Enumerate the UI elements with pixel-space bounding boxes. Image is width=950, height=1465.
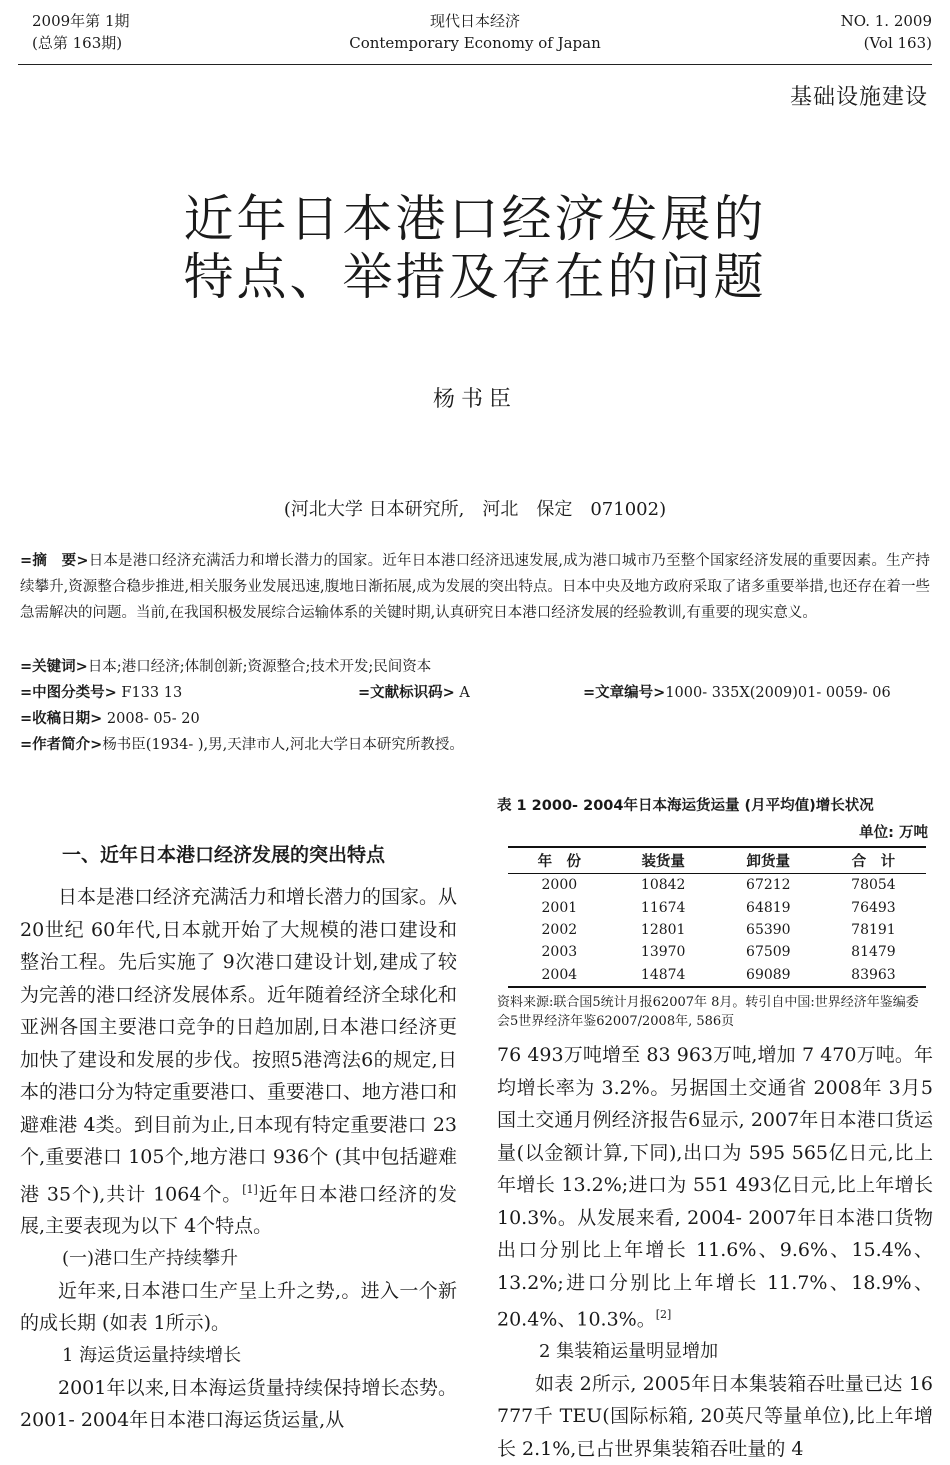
document-code bbox=[358, 681, 470, 702]
table-unit: 单位: 万吨 bbox=[859, 825, 928, 841]
table-row: 2003 13970 67509 81479 bbox=[541, 944, 896, 961]
journal-name: 现代日本经济 bbox=[429, 12, 520, 30]
body-paragraph: 如表 2所示, 2005年日本集装箱吞吐量已达 16 777千 TEU(国际标箱, 20英尺等量单位),比上年增长 2.1%,已占世界集装箱吞吐量的 4 bbox=[497, 1372, 933, 1460]
body-paragraph: 76 493万吨增至 83 963万吨,增加 7 470万吨。年均增长率为 3.2%。另据国土交通省 2008年 3月5国土交通月例经济报告6显示, 2007年日本港口货运量(以金额计算,下同),出口为 595 565亿日元,比上年增长 13.2%;进口为 551 493亿日元,比上年增长 10.3%。从发展来看, 2004- 2007年日本港口货物出口分别比上年增长 11.6%、9.6%、15.4%、13.2%;进口分别比上年增长 11.7%、18.9%、20.4%、10.3%。[2] bbox=[497, 1044, 933, 1331]
author-affiliation: (河北大学 日本研究所, 河北 保定 071002) bbox=[283, 499, 667, 520]
table-row: 2002 12801 65390 78191 bbox=[541, 921, 896, 938]
doc-code-text: A bbox=[454, 685, 470, 701]
journal-name-en: Contemporary Economy of Japan bbox=[349, 34, 601, 52]
clc-label: =中图分类号> bbox=[20, 685, 117, 701]
received-text: 2008- 05- 20 bbox=[102, 711, 200, 727]
title-line-2: 特点、举措及存在的问题 bbox=[183, 248, 767, 306]
table-row: 2004 14874 69089 83963 bbox=[508, 964, 926, 987]
keywords bbox=[20, 655, 431, 676]
author-bio-text: 杨书臣(1934- ),男,天津市人,河北大学日本研究所教授。 bbox=[102, 737, 464, 753]
subsection-heading: (一)港口生产持续攀升 bbox=[62, 1247, 239, 1269]
body-paragraph: 近年来,日本港口生产呈上升之势,。进入一个新的成长期 (如表 1所示)。 bbox=[20, 1279, 457, 1335]
abstract bbox=[20, 548, 930, 626]
clc-number bbox=[20, 681, 182, 702]
author-name: 杨书臣 bbox=[432, 387, 517, 412]
table-row: 2000 10842 67212 78054 bbox=[541, 877, 896, 894]
title-line-1: 近年日本港口经济发展的 bbox=[183, 190, 767, 248]
total-issue-line: (总第 163期) bbox=[32, 34, 123, 52]
table-caption: 表 1 2000- 2004年日本海运货运量 (月平均值)增长状况 bbox=[497, 798, 874, 814]
header-year: 年 份 bbox=[508, 847, 611, 874]
left-column bbox=[20, 881, 457, 1437]
table-source-note: 资料来源:联合国5统计月报62007年 8月。转引自中国:世界经济年鉴编委会5世界经济年鉴62007/2008年, 586页 bbox=[497, 995, 919, 1029]
article-no-text: 1000- 335X(2009)01- 0059- 06 bbox=[665, 685, 891, 701]
header-total: 合 计 bbox=[821, 847, 926, 874]
subsection-heading: 1 海运货运量持续增长 bbox=[62, 1344, 242, 1366]
header-loading: 装货量 bbox=[611, 847, 716, 874]
author-bio bbox=[20, 733, 464, 754]
running-header-right bbox=[841, 10, 932, 54]
abstract-label: =摘 要> bbox=[20, 553, 89, 569]
section-tag: 基础设施建设 bbox=[789, 85, 928, 110]
volume-number: (Vol 163) bbox=[863, 34, 932, 52]
citation-ref: [1] bbox=[242, 1182, 258, 1196]
issue-number: NO. 1. 2009 bbox=[840, 12, 932, 30]
body-paragraph: 2001年以来,日本海运货量持续保持增长态势。2001- 2004年日本港口海运货运量,从 bbox=[20, 1376, 457, 1432]
subsection-heading: 2 集装箱运量明显增加 bbox=[539, 1340, 719, 1362]
section-heading: 一、近年日本港口经济发展的突出特点 bbox=[62, 844, 386, 866]
body-paragraph: 日本是港口经济充满活力和增长潜力的国家。从 20世纪 60年代,日本就开始了大规模的港口建设和整治工程。先后实施了 9次港口建设计划,建成了较为完善的港口经济发展体系。近年随着经济全球化和亚洲各国主要港口竞争的日趋加剧,日本港口经济更加快了建设和发展的步伐。按照5港湾法6的规定,日本的港口分为特定重要港口、重要港口、地方港口和避难港 4类。到目前为止,日本现有特定重要港口 23个,重要港口 105个,地方港口 936个 (其中包括避难港 35个),共计 1064个。[1]近年日本港口经济的发展,主要表现为以下 4个特点。 bbox=[20, 886, 458, 1238]
clc-text: F133 13 bbox=[116, 685, 183, 701]
article-no-label: =文章编号> bbox=[583, 685, 666, 701]
article-title bbox=[0, 190, 950, 306]
citation-ref: [2] bbox=[655, 1308, 672, 1321]
table-header-row bbox=[508, 847, 926, 874]
issue-line: 2009年第 1期 bbox=[32, 12, 130, 30]
received-date bbox=[20, 707, 200, 728]
table-row: 2001 11674 64819 76493 bbox=[541, 899, 896, 916]
received-label: =收稿日期> bbox=[20, 711, 103, 727]
right-column bbox=[497, 1039, 933, 1465]
keywords-label: =关键词> bbox=[20, 659, 88, 675]
abstract-text: 日本是港口经济充满活力和增长潜力的国家。近年日本港口经济迅速发展,成为港口城市乃至整个国家经济发展的重要因素。生产持续攀升,资源整合稳步推进,相关服务业发展迅速,腹地日渐拓展,成为发展的突出特点。日本中央及地方政府采取了诸多重要举措,也还存在着一些急需解决的问题。当前,在我国积极发展综合运输体系的关键时期,认真研究日本港口经济发展的经验教训,有重要的现实意义。 bbox=[20, 553, 930, 621]
running-header-center bbox=[0, 10, 950, 54]
author-bio-label: =作者简介> bbox=[20, 737, 103, 753]
doc-code-label: =文献标识码> bbox=[358, 685, 455, 701]
cargo-volume-table bbox=[508, 846, 926, 988]
article-number bbox=[583, 681, 891, 702]
header-rule bbox=[18, 64, 932, 65]
keywords-text: 日本;港口经济;体制创新;资源整合;技术开发;民间资本 bbox=[87, 659, 432, 675]
header-unloading: 卸货量 bbox=[716, 847, 821, 874]
